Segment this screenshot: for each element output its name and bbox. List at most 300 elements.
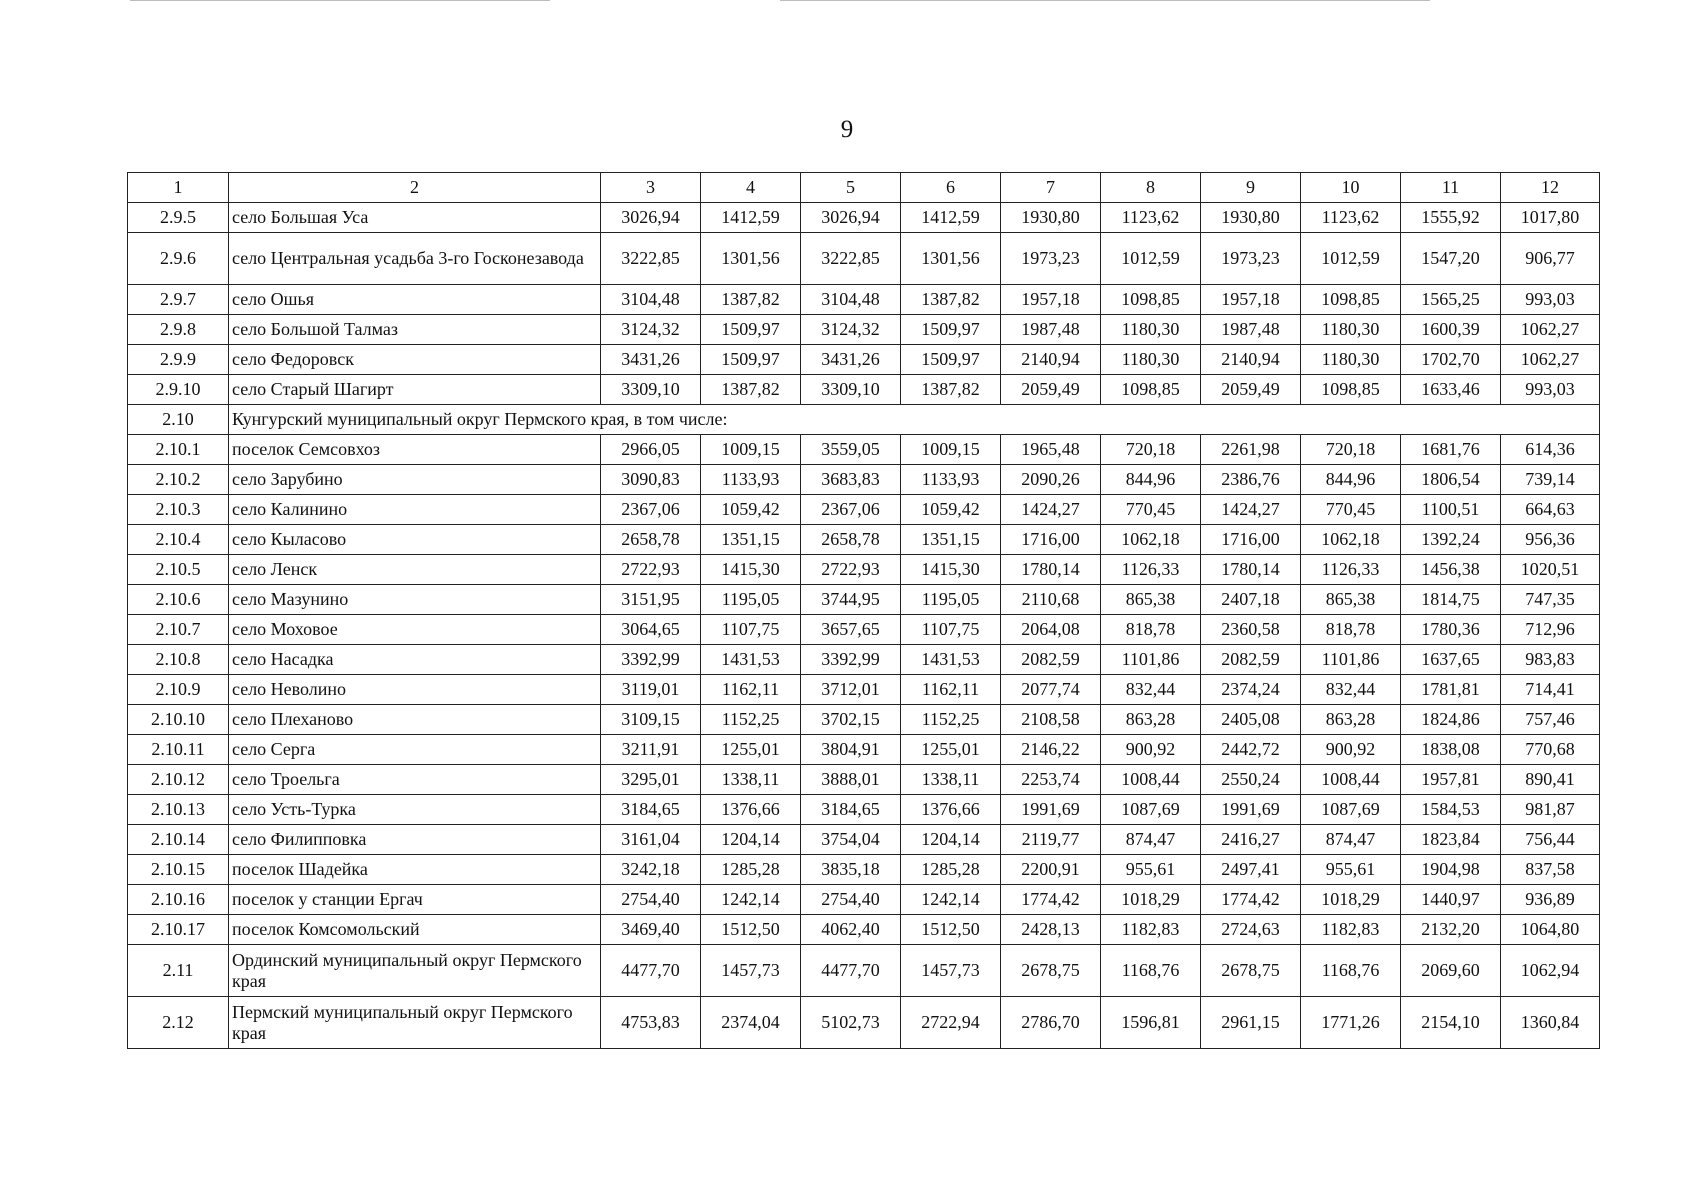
value-cell: 1338,11 — [901, 765, 1001, 795]
value-cell: 3222,85 — [601, 233, 701, 285]
row-name: поселок у станции Ергач — [229, 885, 601, 915]
value-cell: 3026,94 — [801, 203, 901, 233]
table-row — [128, 375, 1600, 405]
value-cell: 2966,05 — [601, 435, 701, 465]
row-name: село Кыласово — [229, 525, 601, 555]
value-cell: 1152,25 — [901, 705, 1001, 735]
header-cell: 1 — [128, 173, 229, 203]
page-number: 9 — [840, 116, 854, 143]
table-row — [128, 233, 1600, 285]
header-cell: 7 — [1001, 173, 1101, 203]
value-cell: 3835,18 — [801, 855, 901, 885]
value-cell: 1098,85 — [1301, 375, 1401, 405]
value-cell: 1387,82 — [901, 285, 1001, 315]
row-code: 2.10.11 — [128, 735, 229, 765]
value-cell: 2442,72 — [1201, 735, 1301, 765]
value-cell: 993,03 — [1501, 375, 1600, 405]
value-cell: 1387,82 — [901, 375, 1001, 405]
value-cell: 832,44 — [1301, 675, 1401, 705]
value-cell: 1509,97 — [901, 315, 1001, 345]
row-name: Пермский муниципальный округ Пермского края — [229, 997, 601, 1049]
row-name: село Ошья — [229, 285, 601, 315]
table-row — [128, 705, 1600, 735]
value-cell: 2367,06 — [601, 495, 701, 525]
value-cell: 900,92 — [1301, 735, 1401, 765]
value-cell: 1126,33 — [1301, 555, 1401, 585]
value-cell: 955,61 — [1101, 855, 1201, 885]
value-cell: 1387,82 — [701, 375, 801, 405]
value-cell: 3104,48 — [801, 285, 901, 315]
row-code: 2.12 — [128, 997, 229, 1049]
value-cell: 844,96 — [1101, 465, 1201, 495]
value-cell: 1774,42 — [1001, 885, 1101, 915]
value-cell: 3242,18 — [601, 855, 701, 885]
value-cell: 2367,06 — [801, 495, 901, 525]
value-cell: 818,78 — [1101, 615, 1201, 645]
value-cell: 2416,27 — [1201, 825, 1301, 855]
value-cell: 2064,08 — [1001, 615, 1101, 645]
value-cell: 981,87 — [1501, 795, 1600, 825]
value-cell: 3657,65 — [801, 615, 901, 645]
value-cell: 3888,01 — [801, 765, 901, 795]
value-cell: 1702,70 — [1401, 345, 1501, 375]
value-cell: 3559,05 — [801, 435, 901, 465]
value-cell: 3184,65 — [601, 795, 701, 825]
value-cell: 770,68 — [1501, 735, 1600, 765]
value-cell: 1180,30 — [1301, 315, 1401, 345]
value-cell: 1814,75 — [1401, 585, 1501, 615]
row-name: село Моховое — [229, 615, 601, 645]
value-cell: 844,96 — [1301, 465, 1401, 495]
header-row — [128, 173, 1600, 203]
value-cell: 1009,15 — [701, 435, 801, 465]
value-cell: 2754,40 — [801, 885, 901, 915]
value-cell: 2360,58 — [1201, 615, 1301, 645]
value-cell: 3295,01 — [601, 765, 701, 795]
header-cell: 11 — [1401, 173, 1501, 203]
value-cell: 1415,30 — [701, 555, 801, 585]
value-cell: 1509,97 — [701, 315, 801, 345]
value-cell: 2154,10 — [1401, 997, 1501, 1049]
row-name: Кунгурский муниципальный округ Пермского края, в том числе: — [229, 405, 1600, 435]
value-cell: 1780,14 — [1001, 555, 1101, 585]
row-code: 2.10 — [128, 405, 229, 435]
value-cell: 1351,15 — [701, 525, 801, 555]
value-cell: 1431,53 — [701, 645, 801, 675]
value-cell: 3309,10 — [601, 375, 701, 405]
value-cell: 1838,08 — [1401, 735, 1501, 765]
value-cell: 2090,26 — [1001, 465, 1101, 495]
value-cell: 1180,30 — [1301, 345, 1401, 375]
value-cell: 3211,91 — [601, 735, 701, 765]
value-cell: 1204,14 — [701, 825, 801, 855]
value-cell: 1107,75 — [701, 615, 801, 645]
value-cell: 1716,00 — [1001, 525, 1101, 555]
row-name: село Насадка — [229, 645, 601, 675]
value-cell: 2146,22 — [1001, 735, 1101, 765]
value-cell: 4477,70 — [601, 945, 701, 997]
row-name: село Большой Талмаз — [229, 315, 601, 345]
value-cell: 936,89 — [1501, 885, 1600, 915]
value-cell: 2550,24 — [1201, 765, 1301, 795]
table-row — [128, 203, 1600, 233]
value-cell: 720,18 — [1301, 435, 1401, 465]
value-cell: 3804,91 — [801, 735, 901, 765]
value-cell: 1242,14 — [701, 885, 801, 915]
value-cell: 3184,65 — [801, 795, 901, 825]
value-cell: 1771,26 — [1301, 997, 1401, 1049]
value-cell: 1376,66 — [701, 795, 801, 825]
value-cell: 1360,84 — [1501, 997, 1600, 1049]
value-cell: 3712,01 — [801, 675, 901, 705]
table-row — [128, 465, 1600, 495]
value-cell: 2374,04 — [701, 997, 801, 1049]
value-cell: 1020,51 — [1501, 555, 1600, 585]
value-cell: 874,47 — [1101, 825, 1201, 855]
value-cell: 1412,59 — [701, 203, 801, 233]
value-cell: 3469,40 — [601, 915, 701, 945]
value-cell: 1133,93 — [901, 465, 1001, 495]
value-cell: 3222,85 — [801, 233, 901, 285]
value-cell: 1584,53 — [1401, 795, 1501, 825]
row-code: 2.10.13 — [128, 795, 229, 825]
row-code: 2.10.2 — [128, 465, 229, 495]
value-cell: 1162,11 — [901, 675, 1001, 705]
table-row — [128, 525, 1600, 555]
value-cell: 1457,73 — [901, 945, 1001, 997]
row-code: 2.11 — [128, 945, 229, 997]
value-cell: 1681,76 — [1401, 435, 1501, 465]
header-cell: 6 — [901, 173, 1001, 203]
row-name: поселок Шадейка — [229, 855, 601, 885]
value-cell: 1965,48 — [1001, 435, 1101, 465]
value-cell: 1133,93 — [701, 465, 801, 495]
value-cell: 1255,01 — [701, 735, 801, 765]
value-cell: 2119,77 — [1001, 825, 1101, 855]
row-name: село Неволино — [229, 675, 601, 705]
value-cell: 3151,95 — [601, 585, 701, 615]
value-cell: 1392,24 — [1401, 525, 1501, 555]
row-code: 2.10.4 — [128, 525, 229, 555]
row-code: 2.10.1 — [128, 435, 229, 465]
value-cell: 720,18 — [1101, 435, 1201, 465]
row-code: 2.10.16 — [128, 885, 229, 915]
tariff-table — [127, 172, 1600, 1049]
header-cell: 2 — [229, 173, 601, 203]
value-cell: 1991,69 — [1201, 795, 1301, 825]
value-cell: 1957,18 — [1001, 285, 1101, 315]
value-cell: 1509,97 — [701, 345, 801, 375]
value-cell: 2082,59 — [1001, 645, 1101, 675]
value-cell: 739,14 — [1501, 465, 1600, 495]
value-cell: 756,44 — [1501, 825, 1600, 855]
value-cell: 832,44 — [1101, 675, 1201, 705]
value-cell: 863,28 — [1301, 705, 1401, 735]
table-row — [128, 615, 1600, 645]
row-name: поселок Комсомольский — [229, 915, 601, 945]
value-cell: 4062,40 — [801, 915, 901, 945]
value-cell: 3392,99 — [801, 645, 901, 675]
value-cell: 955,61 — [1301, 855, 1401, 885]
value-cell: 3431,26 — [601, 345, 701, 375]
row-name: село Центральная усадьба 3-го Госконезавода — [229, 233, 601, 285]
value-cell: 1195,05 — [701, 585, 801, 615]
value-cell: 1087,69 — [1101, 795, 1201, 825]
header-cell: 4 — [701, 173, 801, 203]
row-code: 2.10.14 — [128, 825, 229, 855]
row-code: 2.9.8 — [128, 315, 229, 345]
row-code: 2.9.7 — [128, 285, 229, 315]
row-name: село Большая Уса — [229, 203, 601, 233]
value-cell: 1168,76 — [1101, 945, 1201, 997]
value-cell: 3431,26 — [801, 345, 901, 375]
value-cell: 863,28 — [1101, 705, 1201, 735]
value-cell: 1424,27 — [1001, 495, 1101, 525]
row-name: поселок Семсовхоз — [229, 435, 601, 465]
table-row — [128, 735, 1600, 765]
table-row — [128, 795, 1600, 825]
value-cell: 1456,38 — [1401, 555, 1501, 585]
value-cell: 1600,39 — [1401, 315, 1501, 345]
value-cell: 1555,92 — [1401, 203, 1501, 233]
table-row — [128, 945, 1600, 997]
value-cell: 1457,73 — [701, 945, 801, 997]
value-cell: 1107,75 — [901, 615, 1001, 645]
value-cell: 3702,15 — [801, 705, 901, 735]
value-cell: 3124,32 — [601, 315, 701, 345]
value-cell: 2722,93 — [801, 555, 901, 585]
value-cell: 1987,48 — [1201, 315, 1301, 345]
value-cell: 2658,78 — [801, 525, 901, 555]
value-cell: 1823,84 — [1401, 825, 1501, 855]
value-cell: 2405,08 — [1201, 705, 1301, 735]
value-cell: 1152,25 — [701, 705, 801, 735]
value-cell: 2386,76 — [1201, 465, 1301, 495]
value-cell: 3683,83 — [801, 465, 901, 495]
row-code: 2.9.6 — [128, 233, 229, 285]
header-cell: 8 — [1101, 173, 1201, 203]
value-cell: 1123,62 — [1301, 203, 1401, 233]
value-cell: 3109,15 — [601, 705, 701, 735]
value-cell: 2132,20 — [1401, 915, 1501, 945]
table-row — [128, 997, 1600, 1049]
value-cell: 1017,80 — [1501, 203, 1600, 233]
value-cell: 1126,33 — [1101, 555, 1201, 585]
value-cell: 2786,70 — [1001, 997, 1101, 1049]
row-code: 2.9.10 — [128, 375, 229, 405]
value-cell: 956,36 — [1501, 525, 1600, 555]
value-cell: 2059,49 — [1001, 375, 1101, 405]
table-row — [128, 645, 1600, 675]
value-cell: 1376,66 — [901, 795, 1001, 825]
value-cell: 865,38 — [1101, 585, 1201, 615]
row-name: село Плеханово — [229, 705, 601, 735]
value-cell: 1098,85 — [1101, 375, 1201, 405]
value-cell: 2077,74 — [1001, 675, 1101, 705]
header-cell: 10 — [1301, 173, 1401, 203]
row-name: село Федоровск — [229, 345, 601, 375]
value-cell: 2722,94 — [901, 997, 1001, 1049]
table-row — [128, 435, 1600, 465]
row-name: Ординский муниципальный округ Пермского края — [229, 945, 601, 997]
value-cell: 1180,30 — [1101, 315, 1201, 345]
value-cell: 890,41 — [1501, 765, 1600, 795]
row-code: 2.10.12 — [128, 765, 229, 795]
value-cell: 1991,69 — [1001, 795, 1101, 825]
value-cell: 712,96 — [1501, 615, 1600, 645]
table-row — [128, 285, 1600, 315]
row-code: 2.10.17 — [128, 915, 229, 945]
value-cell: 1780,14 — [1201, 555, 1301, 585]
value-cell: 2082,59 — [1201, 645, 1301, 675]
value-cell: 1512,50 — [901, 915, 1001, 945]
row-name: село Мазунино — [229, 585, 601, 615]
value-cell: 1637,65 — [1401, 645, 1501, 675]
value-cell: 1806,54 — [1401, 465, 1501, 495]
row-name: село Усть-Турка — [229, 795, 601, 825]
value-cell: 3744,95 — [801, 585, 901, 615]
value-cell: 1062,18 — [1101, 525, 1201, 555]
value-cell: 2108,58 — [1001, 705, 1101, 735]
value-cell: 2428,13 — [1001, 915, 1101, 945]
value-cell: 3026,94 — [601, 203, 701, 233]
value-cell: 1101,86 — [1101, 645, 1201, 675]
value-cell: 865,38 — [1301, 585, 1401, 615]
value-cell: 747,35 — [1501, 585, 1600, 615]
value-cell: 2678,75 — [1201, 945, 1301, 997]
value-cell: 2200,91 — [1001, 855, 1101, 885]
row-name: село Серга — [229, 735, 601, 765]
header-cell: 3 — [601, 173, 701, 203]
value-cell: 3124,32 — [801, 315, 901, 345]
value-cell: 2374,24 — [1201, 675, 1301, 705]
value-cell: 1062,18 — [1301, 525, 1401, 555]
value-cell: 1100,51 — [1401, 495, 1501, 525]
value-cell: 1018,29 — [1301, 885, 1401, 915]
value-cell: 1062,27 — [1501, 315, 1600, 345]
table-row — [128, 825, 1600, 855]
value-cell: 1973,23 — [1201, 233, 1301, 285]
value-cell: 1008,44 — [1101, 765, 1201, 795]
value-cell: 2407,18 — [1201, 585, 1301, 615]
value-cell: 1781,81 — [1401, 675, 1501, 705]
value-cell: 1182,83 — [1101, 915, 1201, 945]
value-cell: 1387,82 — [701, 285, 801, 315]
header-cell: 5 — [801, 173, 901, 203]
value-cell: 2261,98 — [1201, 435, 1301, 465]
value-cell: 993,03 — [1501, 285, 1600, 315]
value-cell: 1987,48 — [1001, 315, 1101, 345]
header-cell: 12 — [1501, 173, 1600, 203]
row-code: 2.10.9 — [128, 675, 229, 705]
value-cell: 3119,01 — [601, 675, 701, 705]
value-cell: 1062,27 — [1501, 345, 1600, 375]
value-cell: 2253,74 — [1001, 765, 1101, 795]
value-cell: 1285,28 — [701, 855, 801, 885]
value-cell: 614,36 — [1501, 435, 1600, 465]
table-row — [128, 315, 1600, 345]
value-cell: 2140,94 — [1001, 345, 1101, 375]
value-cell: 1780,36 — [1401, 615, 1501, 645]
value-cell: 1973,23 — [1001, 233, 1101, 285]
value-cell: 1204,14 — [901, 825, 1001, 855]
value-cell: 1824,86 — [1401, 705, 1501, 735]
value-cell: 2722,93 — [601, 555, 701, 585]
value-cell: 1101,86 — [1301, 645, 1401, 675]
row-code: 2.10.5 — [128, 555, 229, 585]
value-cell: 1012,59 — [1301, 233, 1401, 285]
table-row — [128, 405, 1600, 435]
value-cell: 1424,27 — [1201, 495, 1301, 525]
row-name: село Зарубино — [229, 465, 601, 495]
value-cell: 1059,42 — [701, 495, 801, 525]
value-cell: 1087,69 — [1301, 795, 1401, 825]
value-cell: 1098,85 — [1101, 285, 1201, 315]
value-cell: 770,45 — [1301, 495, 1401, 525]
value-cell: 2140,94 — [1201, 345, 1301, 375]
value-cell: 900,92 — [1101, 735, 1201, 765]
value-cell: 1162,11 — [701, 675, 801, 705]
value-cell: 1012,59 — [1101, 233, 1201, 285]
value-cell: 2497,41 — [1201, 855, 1301, 885]
value-cell: 2678,75 — [1001, 945, 1101, 997]
value-cell: 1301,56 — [701, 233, 801, 285]
value-cell: 1774,42 — [1201, 885, 1301, 915]
value-cell: 1285,28 — [901, 855, 1001, 885]
scan-edge-line — [780, 0, 1430, 1]
value-cell: 3309,10 — [801, 375, 901, 405]
value-cell: 2110,68 — [1001, 585, 1101, 615]
value-cell: 770,45 — [1101, 495, 1201, 525]
table-row — [128, 765, 1600, 795]
table-row — [128, 585, 1600, 615]
value-cell: 1338,11 — [701, 765, 801, 795]
value-cell: 874,47 — [1301, 825, 1401, 855]
value-cell: 1509,97 — [901, 345, 1001, 375]
value-cell: 2658,78 — [601, 525, 701, 555]
value-cell: 1180,30 — [1101, 345, 1201, 375]
value-cell: 1930,80 — [1201, 203, 1301, 233]
value-cell: 1716,00 — [1201, 525, 1301, 555]
value-cell: 1098,85 — [1301, 285, 1401, 315]
value-cell: 1351,15 — [901, 525, 1001, 555]
value-cell: 1930,80 — [1001, 203, 1101, 233]
value-cell: 757,46 — [1501, 705, 1600, 735]
row-code: 2.10.10 — [128, 705, 229, 735]
value-cell: 3392,99 — [601, 645, 701, 675]
row-code: 2.10.6 — [128, 585, 229, 615]
scan-edge-line — [130, 0, 550, 1]
value-cell: 3090,83 — [601, 465, 701, 495]
value-cell: 1957,18 — [1201, 285, 1301, 315]
value-cell: 1008,44 — [1301, 765, 1401, 795]
value-cell: 714,41 — [1501, 675, 1600, 705]
value-cell: 2961,15 — [1201, 997, 1301, 1049]
row-code: 2.10.3 — [128, 495, 229, 525]
value-cell: 906,77 — [1501, 233, 1600, 285]
value-cell: 1009,15 — [901, 435, 1001, 465]
row-name: село Филипповка — [229, 825, 601, 855]
value-cell: 1064,80 — [1501, 915, 1600, 945]
value-cell: 1547,20 — [1401, 233, 1501, 285]
value-cell: 1431,53 — [901, 645, 1001, 675]
value-cell: 1242,14 — [901, 885, 1001, 915]
value-cell: 1904,98 — [1401, 855, 1501, 885]
value-cell: 1062,94 — [1501, 945, 1600, 997]
value-cell: 2754,40 — [601, 885, 701, 915]
value-cell: 1596,81 — [1101, 997, 1201, 1049]
value-cell: 1123,62 — [1101, 203, 1201, 233]
